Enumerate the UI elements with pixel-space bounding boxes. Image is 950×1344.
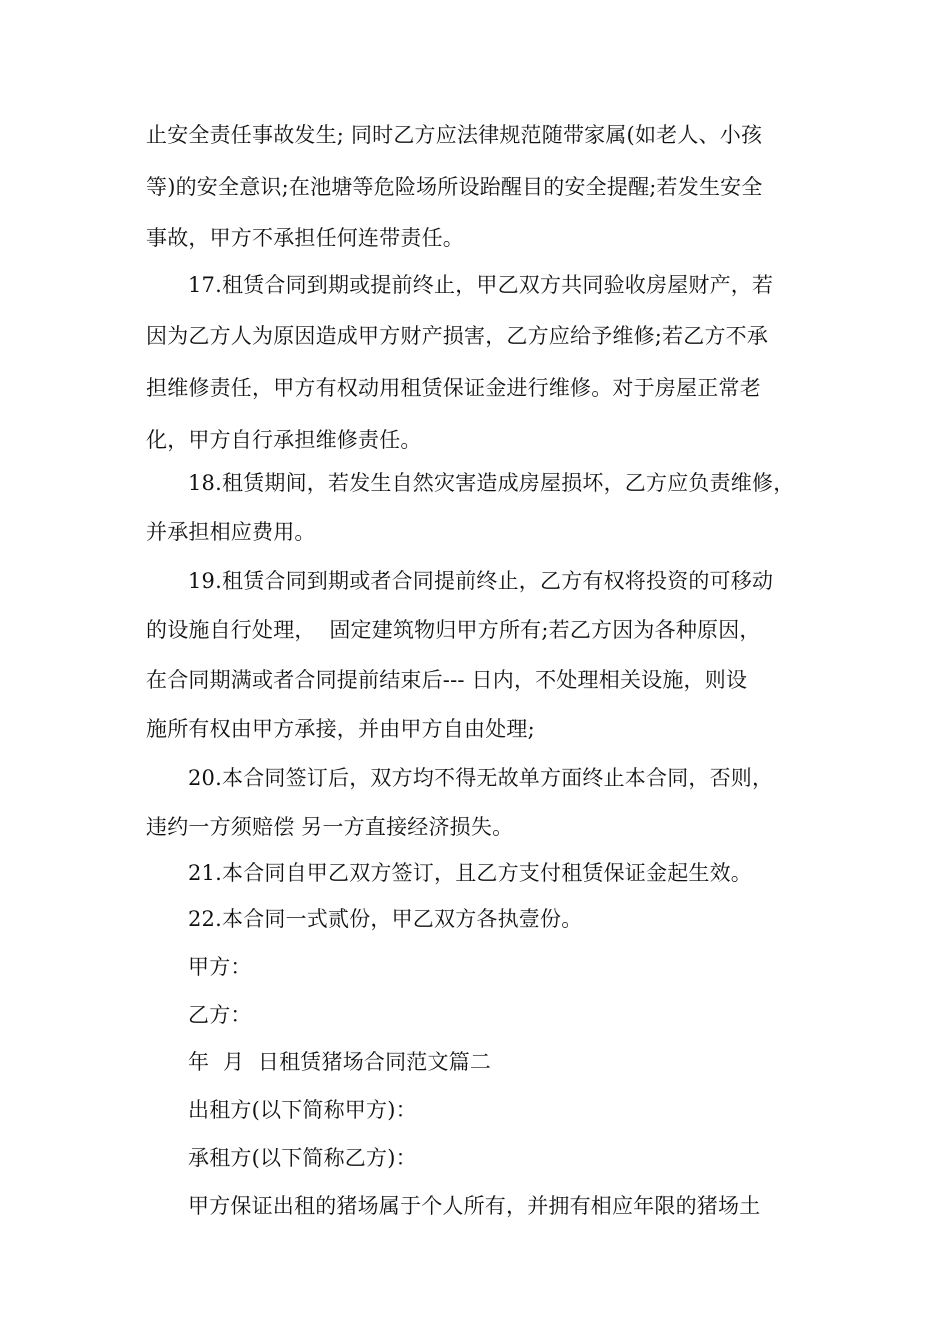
paragraph-19-line: 19.租赁合同到期或者合同提前终止，乙方有权将投资的可移动 [188, 569, 774, 593]
text-line: 在合同期满或者合同提前结束后--- 日内，不处理相关设施，则设 [146, 668, 748, 692]
party-a-label: 甲方： [188, 955, 252, 979]
text-line: 的设施自行处理， 固定建筑物归甲方所有;若乙方因为各种原因， [146, 618, 761, 642]
text-line: 事故，甲方不承担任何连带责任。 [146, 226, 464, 250]
paragraph-17-line: 17.租赁合同到期或提前终止，甲乙双方共同验收房屋财产，若 [188, 273, 774, 297]
paragraph-20-line: 20.本合同签订后，双方均不得无故单方面终止本合同，否则， [188, 766, 774, 790]
text-line: 等)的安全意识;在池塘等危险场所设跆醒目的安全提醒;若发生安全 [146, 175, 763, 199]
lessee-line: 承租方(以下简称乙方)： [188, 1146, 417, 1170]
text-line: 甲方保证出租的猪场属于个人所有，并拥有相应年限的猪场土 [188, 1194, 761, 1218]
text-line: 止安全责任事故发生; 同时乙方应法律规范随带家属(如老人、小孩 [146, 123, 763, 147]
paragraph-18-line: 18.租赁期间，若发生自然灾害造成房屋损坏，乙方应负责维修， [188, 471, 795, 495]
paragraph-21-line: 21.本合同自甲乙双方签订，且乙方支付租赁保证金起生效。 [188, 861, 752, 885]
text-line: 化，甲方自行承担维修责任。 [146, 428, 422, 452]
paragraph-22-line: 22.本合同一式贰份，甲乙双方各执壹份。 [188, 907, 583, 931]
date-title-line: 年 月 日租赁猪场合同范文篇二 [188, 1050, 492, 1074]
text-line: 因为乙方人为原因造成甲方财产损害，乙方应给予维修;若乙方不承 [146, 324, 769, 348]
text-line: 施所有权由甲方承接，并由甲方自由处理; [146, 717, 535, 741]
text-line: 违约一方须赔偿 另一方直接经济损失。 [146, 815, 514, 839]
lessor-line: 出租方(以下简称甲方)： [188, 1098, 417, 1122]
text-line: 并承担相应费用。 [146, 520, 316, 544]
text-line: 担维修责任，甲方有权动用租赁保证金进行维修。对于房屋正常老 [146, 376, 761, 400]
party-b-label: 乙方： [188, 1003, 252, 1027]
